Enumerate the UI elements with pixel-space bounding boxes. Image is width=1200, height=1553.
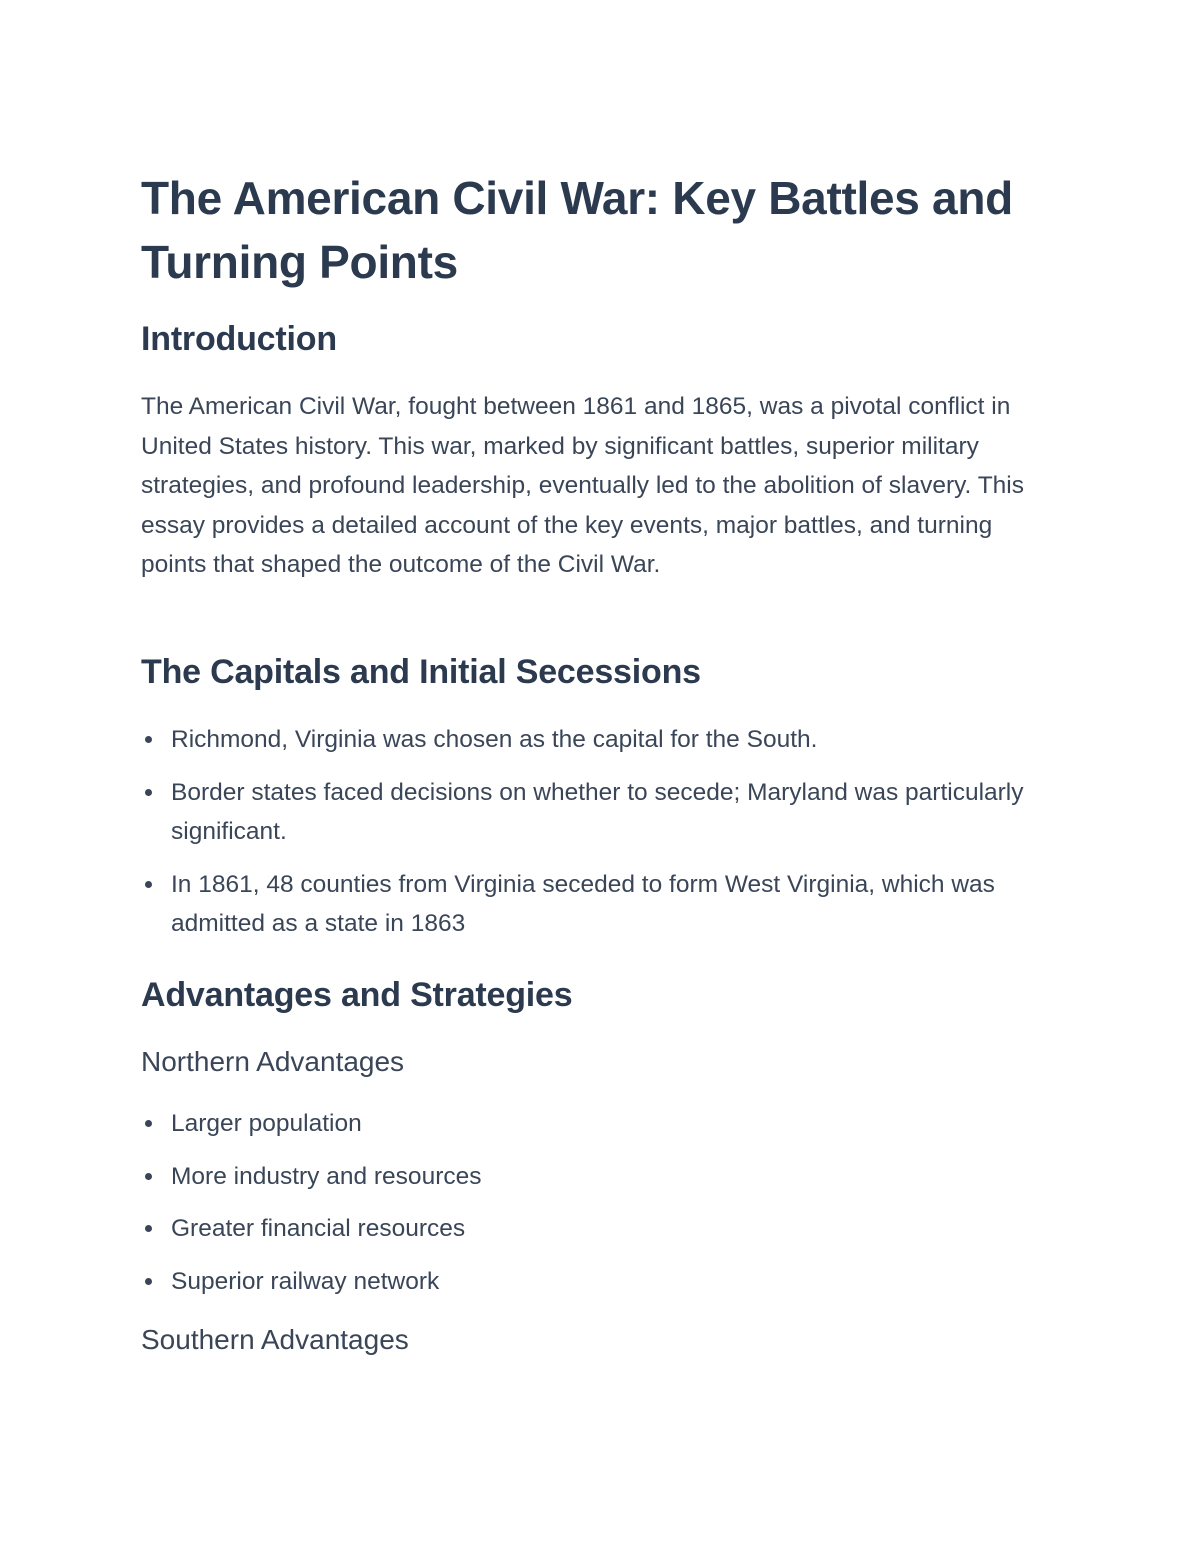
bullet-icon — [145, 1225, 152, 1232]
capitals-heading: The Capitals and Initial Secessions — [141, 653, 701, 691]
northern-advantages-heading: Northern Advantages — [141, 1046, 405, 1077]
list-item — [141, 1209, 1056, 1249]
bullet-icon — [145, 1120, 152, 1127]
bullet-icon — [145, 736, 152, 743]
introduction-heading: Introduction — [141, 320, 337, 358]
list-item-text: Superior railway network — [171, 1267, 440, 1295]
list-item-text: Larger population — [171, 1110, 362, 1137]
list-item — [141, 720, 1056, 760]
list-item-text: In 1861, 48 counties from Virginia seceded to form West Virginia, which was admitted as a state in 1863 — [171, 870, 995, 938]
southern-advantages-heading: Southern Advantages — [141, 1324, 409, 1355]
list-item-text: Greater financial resources — [171, 1215, 466, 1243]
document-title: The American Civil War: Key Battles and Turning Points — [141, 172, 1013, 288]
bullet-icon — [145, 1173, 152, 1180]
bullet-icon — [145, 881, 152, 888]
list-item-text: Border states faced decisions on whether to secede; Maryland was particularly significant. — [171, 778, 1024, 846]
list-item-text: Richmond, Virginia was chosen as the capital for the South. — [171, 726, 818, 753]
list-item — [141, 865, 1056, 944]
introduction-paragraph: The American Civil War, fought between 1861 and 1865, was a pivotal conflict in United States history. This war, marked by significant battles, superior military strategies, and profound leadership, eventually led to the abolition of slavery. This essay provides a detailed account of the key events, major battles, and turning points that shaped the outcome of the Civil War. — [141, 393, 1024, 579]
northern-advantages-list — [141, 1104, 1056, 1314]
list-item — [141, 773, 1056, 852]
list-item — [141, 1262, 1056, 1302]
list-item — [141, 1157, 1056, 1197]
list-item — [141, 1104, 1056, 1144]
list-item-text: More industry and resources — [171, 1162, 482, 1190]
advantages-heading: Advantages and Strategies — [141, 976, 573, 1014]
bullet-icon — [145, 1278, 152, 1285]
capitals-list — [141, 720, 1056, 957]
bullet-icon — [145, 789, 152, 796]
